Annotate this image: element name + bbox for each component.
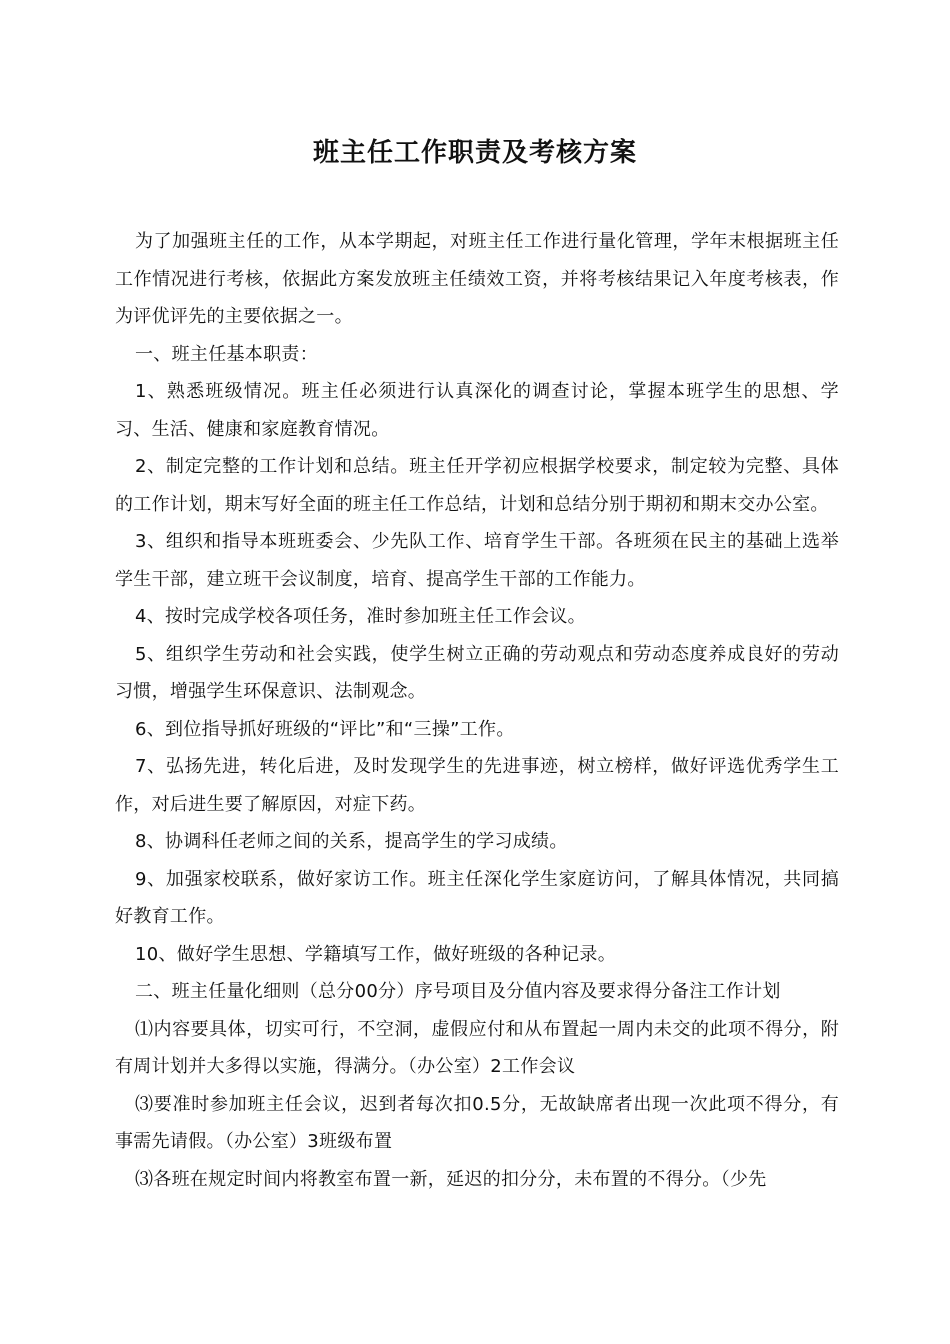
document-body [115, 223, 839, 1198]
paragraph-duty-2: 2、制定完整的工作计划和总结。班主任开学初应根据学校要求，制定较为完整、具体的工作计划，期末写好全面的班主任工作总结，计划和总结分别于期初和期末交办公室。 [115, 456, 839, 515]
paragraph-rule-work-plan: ⑴内容要具体，切实可行，不空洞，虚假应付和从布置起一周内未交的此项不得分，附有周计划并大多得以实施，得满分。（办公室）2工作会议 [115, 1018, 839, 1077]
paragraph-duty-9: 9、加强家校联系，做好家访工作。班主任深化学生家庭访问，了解具体情况，共同搞好教育工作。 [115, 868, 839, 927]
paragraph-duty-8: 8、协调科任老师之间的关系，提高学生的学习成绩。 [135, 831, 568, 852]
paragraph-duty-6: 6、到位指导抓好班级的“评比”和“三操”工作。 [135, 718, 515, 740]
section-heading-basic-duties: 一、班主任基本职责： [135, 343, 318, 365]
paragraph-intro: 为了加强班主任的工作，从本学期起，对班主任工作进行量化管理，学年末根据班主任工作情况进行考核，依据此方案发放班主任绩效工资，并将考核结果记入年度考核表，作为评优评先的主要依据之一。 [115, 231, 839, 327]
paragraph-duty-5: 5、组织学生劳动和社会实践，使学生树立正确的劳动观点和劳动态度养成良好的劳动习惯，增强学生环保意识、法制观念。 [115, 643, 839, 702]
paragraph-rule-class-layout: ⑶各班在规定时间内将教室布置一新，延迟的扣分分，未布置的不得分。（少先 [135, 1168, 767, 1190]
paragraph-duty-10: 10、做好学生思想、学籍填写工作，做好班级的各种记录。 [135, 943, 617, 965]
paragraph-duty-3: 3、组织和指导本班班委会、少先队工作、培育学生干部。各班须在民主的基础上选举学生干部，建立班干会议制度，培育、提高学生干部的工作能力。 [115, 531, 839, 590]
paragraph-rule-work-meeting: ⑶要准时参加班主任会议，迟到者每次扣0.5分，无故缺席者出现一次此项不得分，有事需先请假。（办公室）3班级布置 [115, 1093, 839, 1152]
section-heading-quantified-rules: 二、班主任量化细则（总分00分）序号项目及分值内容及要求得分备注工作计划 [135, 981, 781, 1002]
document-title: 班主任工作职责及考核方案 [312, 138, 637, 168]
paragraph-duty-1: 1、熟悉班级情况。班主任必须进行认真深化的调查讨论，掌握本班学生的思想、学习、生活、健康和家庭教育情况。 [115, 381, 839, 440]
paragraph-duty-7: 7、弘扬先进，转化后进，及时发现学生的先进事迹，树立榜样，做好评选优秀学生工作，对后进生要了解原因，对症下药。 [115, 756, 839, 815]
paragraph-duty-4: 4、按时完成学校各项任务，准时参加班主任工作会议。 [135, 606, 586, 627]
